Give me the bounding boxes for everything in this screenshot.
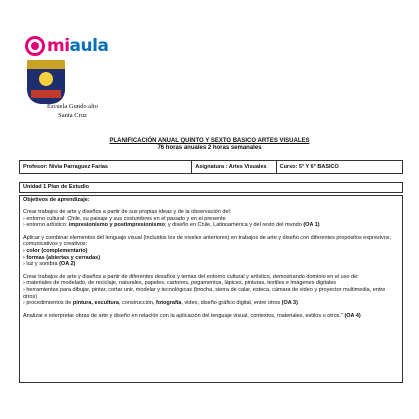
logo-wordmark: [47, 36, 108, 56]
unit-title: Unidad 1 Plan de Estudio: [19, 182, 403, 193]
oa3-line3: › procedimientos de pintura, escultura, construcción, fotografía, video, diseño gráfico digital, entre otros (OA 3): [23, 300, 298, 307]
hours-subtitle: 76 horas anuales 2 horas semanales: [157, 145, 262, 151]
oa3-line1: › materiales de modelado, de reciclaje, naturales, papeles, cartones, pegamentos, lápices, pinturas, textiles e imágenes digitales: [23, 280, 337, 287]
objectives-box: [19, 195, 403, 383]
oa2-line3: › luz y sombra (OA 2): [23, 261, 76, 268]
oa2-intro: Aplicar y combinar elementos del lenguaje visual (incluidos los de niveles anteriores) en trabajos de arte y diseño con diferentes propósitos expresivos, comunicativos y creativos:: [23, 234, 392, 248]
oa1-line2: › entorno artístico: impresionismo y postimpresionismo; y diseño en Chile, Latinoamérica y del resto del mundo (OA 1): [23, 222, 320, 229]
oa2-line1: › color (complementario): [23, 247, 88, 254]
oa3-intro: Crear trabajos de arte y diseños a partir de diferentes desafíos y temas del entorno cultural y artístico, demostrando dominio en el uso de:: [23, 273, 359, 280]
logo-circle-icon: [25, 36, 45, 56]
school-crest-icon: [27, 60, 65, 104]
oa1-line1: › entorno cultural: Chile, su paisaje y sus costumbres en el pasado y en el presente: [23, 215, 226, 222]
info-table: [19, 160, 403, 174]
objective-oa2: [23, 235, 399, 268]
logo-aula: aula: [69, 36, 109, 56]
course-cell: Curso: 5° Y 6° BASICO: [276, 161, 402, 174]
logo-mi: mi: [47, 36, 70, 56]
mi-aula-logo: [25, 36, 108, 56]
subject-cell: Asignatura : Artes Visuales: [192, 161, 276, 174]
document-header: [0, 138, 419, 152]
objective-oa4: [23, 313, 399, 320]
school-name-line2: Santa Cruz: [58, 112, 87, 119]
objective-oa1: [23, 209, 399, 229]
teacher-cell: Profesor: Nivia Parraguez Farías: [20, 161, 192, 174]
oa3-line2: › herramientas para dibujar, pintar, cortar unir, modelar y tecnológicas (brocha, sierra de calar, esteca, cámara de video y proyector multimedia, entre otros): [23, 286, 386, 300]
objective-oa3: [23, 274, 399, 307]
document-title: PLANIFICACIÓN ANUAL QUINTO Y SEXTO BASICO ARTES VISUALES: [109, 138, 310, 144]
info-row: [20, 161, 403, 174]
oa4-line: Analizar e interpretar obras de arte y diseño en relación con la aplicación del lenguaje visual, contextos, materiales, estilos u otros." (OA 4): [23, 312, 361, 319]
oa2-line2: › formas (abiertas y cerradas): [23, 254, 101, 261]
school-name-line1: Escuela Gundo alto: [47, 103, 98, 110]
objectives-heading: Objetivos de aprendizaje:: [23, 197, 90, 203]
oa1-intro: Crear trabajos de arte y diseños a partir de sus propias ideas y de la observación del:: [23, 209, 232, 215]
school-name: [30, 102, 115, 120]
